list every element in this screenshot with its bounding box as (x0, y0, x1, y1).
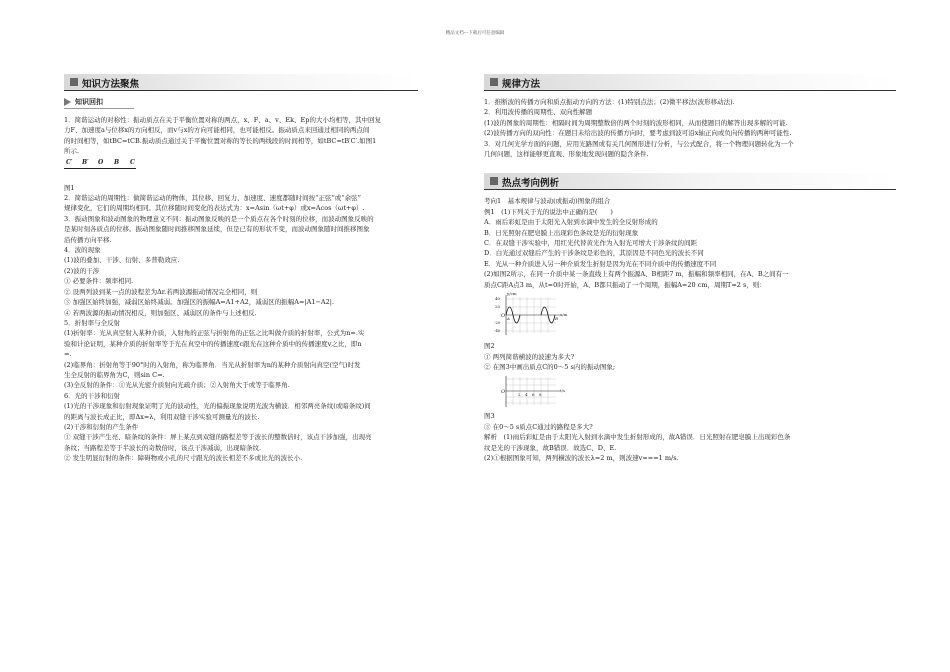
figure1-axis (64, 168, 136, 169)
text-line: 质点C距A点3 m，从t=0时开始，A、B都只振动了一个周期，振幅A=20 cm，周期T=2 s，则： (484, 280, 766, 289)
text-line: 所示. (64, 147, 80, 156)
text-line: 规律变化，它们的周期均相同。其位移随时间变化的表达式为：x=Asin（ωt+φ）或x=Acos（ωt+φ）. (64, 204, 365, 213)
subhead-knowledge-review (64, 97, 134, 109)
text-line: (1)折射率：光从真空射入某种介质，入射角的正弦与折射角的正弦之比叫做介质的折射率，公式为n=.实 (64, 329, 365, 338)
section-title-text: 热点考向例析 (502, 178, 560, 190)
text-line: ② 发生明显衍射的条件：障碍物或小孔的尺寸跟光的波长相差不多或比光的波长小. (64, 454, 303, 463)
section-marker-icon (70, 78, 78, 86)
t-tick: 2 (518, 392, 521, 398)
triangle-marker-icon (64, 98, 71, 106)
text-line: 条纹；当路程差等于半波长的奇数倍时，该点干涉减弱，出现暗条纹. (64, 443, 262, 452)
text-line: ① 必要条件：频率相同. (64, 277, 134, 286)
figure2-graph (494, 293, 574, 339)
x-axis-label: x/m (560, 312, 568, 318)
text-line: (2)如图2所示，在同一介质中某一条直线上有两个振源A、B相距7 m，振幅和频率相同，在A、B之间有一 (484, 270, 789, 279)
text-line: (2)波传播方向的双向性：在题目未给出波的传播方向时，要考虑到波可沿x轴正向或负向传播的两种可能性. (484, 129, 792, 138)
text-line: 的距离与波长成正比，即Δx=λ，利用双缝干涉实验可测量光的波长. (64, 412, 260, 421)
text-line: 几何问题，这样能够更直观、形象地发现问题的隐含条件. (484, 150, 649, 159)
text-line: 2．利用波传播的周期性、双向性解题 (484, 108, 593, 117)
text-line: (1)光的干涉现象和衍射现象证明了光的波动性，光的偏振现象说明光波为横波．相邻两亮条纹(或暗条纹)间 (64, 402, 371, 411)
text-line: ② 在图3中画出质点C的0～5 s内的振动图象; (484, 362, 616, 371)
text-line: 验和计论证明，某种介质的折射率等于光在真空中的传播速度c跟光在这种介质中的传播速度v之比，即n (64, 339, 362, 348)
y-axis-label: y/cm (507, 291, 517, 297)
text-line: 是某时刻各质点的位移。振动图象随时间推移图象延续，但是已有的形状不变，而波动图象随时间推移图象 (64, 225, 370, 234)
section-marker-icon (490, 177, 498, 185)
point-a-label: A (507, 316, 510, 322)
y-tick: 20 (495, 304, 501, 310)
text-line: 1．简谐运动的对称性：振动质点在关于平衡位置对称的两点，x、F、a、v、Ek、Ep的大小均相等，其中回复 (64, 116, 381, 124)
y-tick: -40 (494, 328, 501, 334)
point-b-label: B (555, 316, 558, 322)
text-line: D．白光通过双缝后产生的干涉条纹是彩色的，其原因是不同色光的波长不同 (484, 249, 704, 258)
t-axis-label: t/s (560, 388, 566, 394)
right-column (484, 74, 896, 463)
t-tick: 6 (532, 392, 535, 398)
text-line: (1)波的图象的周期性：相隔时间为周期整数倍的两个时刻的波形相同，从而使题目的解答出现多解的可能. (484, 118, 788, 127)
origin-label: O (501, 313, 506, 320)
figure-caption: 图3 (484, 412, 495, 421)
figure1-label: B′ (82, 158, 89, 166)
subhead-text: 知识回扣 (75, 98, 103, 106)
text-line: ④ 若两波源的振动情况相反，则加强区、减弱区的条件与上述相反. (64, 308, 257, 317)
figure1-label: C (130, 158, 135, 166)
section-title-text: 知识方法聚焦 (82, 79, 140, 90)
text-line: 3．振动图象和波动图象的物理意义不同：振动图象反映的是一个质点在各个时刻的位移，而波动图象反映的 (64, 214, 374, 223)
text-line: ② 设两列波到某一点的波程差为Δr.若两波源振动情况完全相同，则 (64, 287, 258, 296)
text-line: (1)波的叠加、干涉、衍射、多普勒效应. (64, 256, 180, 265)
figure1-label: B (114, 158, 120, 166)
text-line: B．日光照射在肥皂膜上出现彩色条纹是光的衍射现象 (484, 228, 639, 237)
text-line: 3．对几何光学方面的问题，应用光路图或有关几何图形进行分析，与公式配合，将一个物理问题转化为一个 (484, 139, 794, 148)
section-marker-icon (490, 78, 498, 86)
text-line: (2)干涉和衍射的产生条件 (64, 422, 139, 431)
text-line: 解析 (1)雨后彩虹是由于太阳光入射到水滴中发生折射形成的，故A错误．日光照射在肥皂膜上出现彩色条 (484, 433, 791, 442)
section-title-hotspot (484, 173, 896, 190)
text-line: A．雨后彩虹是由于太阳光入射到水滴中发生的全反射形成的 (484, 218, 658, 227)
figure1-label: C′ (66, 158, 73, 166)
t-tick: 8 (539, 392, 542, 398)
text-line: 例1 (1)下列关于光的说法中正确的是( ) (484, 207, 613, 216)
text-line: 6．光的干涉和衍射 (64, 391, 121, 400)
text-line: =. (64, 350, 72, 359)
text-line: (3)全反射的条件：①光从光密介质射向光疏介质；②入射角大于或等于临界角. (64, 381, 290, 390)
text-line: 生全反射的临界角为C，则sin C=. (64, 370, 165, 379)
text-line: 力F、加速度a与位移x的方向相反，而v与x的方向可能相同，也可能相反。振动质点来回通过相同的两点间 (64, 126, 370, 135)
text-line: 1．推断波的传播方向和质点振动方向的方法：(1)特别点法；(2)微平移法(波形移动法). (484, 98, 735, 106)
text-line: ③ 在0～5 s质点C通过的路程是多大? (484, 422, 593, 431)
text-line: 4．波的现象 (64, 246, 101, 255)
text-line: 考向1 基本规律与波动(或振动)图象的组合 (484, 197, 611, 206)
left-column (64, 74, 418, 464)
text-line: 2．简谐运动的周期性：做简谐运动的物体，其位移、回复力、加速度、速度都随时间按“正弦”或“余弦” (64, 194, 361, 203)
figure1-diagram (64, 157, 418, 183)
section-title-methods (484, 74, 896, 91)
text-line: E．光从一种介质进入另一种介质发生折射是因为光在不同介质中的传播速度不同 (484, 259, 717, 268)
figure1-label: O (98, 158, 104, 166)
t-tick: 4 (525, 392, 528, 398)
y-tick: 40 (495, 296, 501, 302)
text-line: C．在双缝干涉实验中，用红光代替黄光作为入射光可增大干涉条纹的间距 (484, 239, 697, 248)
text-line: ① 两列简谐横波的波速为多大? (484, 352, 575, 361)
text-line: 沿传播方向平移. (64, 235, 112, 244)
text-line: (2)波的干涉 (64, 266, 100, 275)
y-tick: -20 (494, 320, 501, 326)
text-line: (2)临界角：折射角等于90°时的入射角，称为临界角．当光从折射率为n的某种介质射向真空(空气)时发 (64, 360, 361, 369)
header-note: 精品文档---下载后可任意编辑 (445, 31, 505, 36)
text-line: 的时间相等，如tBC=tCB.振动质点通过关于平衡位置对称的等长的两线段的时间相等，如tBC=tB′C′.如图1 (64, 136, 377, 145)
section-title-text: 规律方法 (502, 79, 541, 90)
text-line: 纹是光的干涉现象，故B错误．故选C、D、E. (484, 443, 617, 452)
figure-caption: 图1 (64, 183, 75, 192)
text-line: (2)①根据图象可知，两列横波的波长λ=2 m，则波速v===1 m/s. (484, 453, 679, 462)
figure-caption: 图2 (484, 342, 495, 351)
text-line: ① 双缝干涉产生亮、暗条纹的条件：屏上某点到双缝的路程差等于波长的整数倍时，该点干涉加强，出现亮 (64, 433, 372, 442)
figure3-graph (494, 375, 574, 409)
text-line: 5．折射率与全反射 (64, 318, 121, 327)
text-line: ③ 加强区始终加强，减弱区始终减弱。加强区的振幅A=A1+A2，减弱区的振幅A=|A1−A2|. (64, 298, 335, 307)
section-title-knowledge (64, 74, 418, 91)
origin-label: O (501, 389, 506, 396)
